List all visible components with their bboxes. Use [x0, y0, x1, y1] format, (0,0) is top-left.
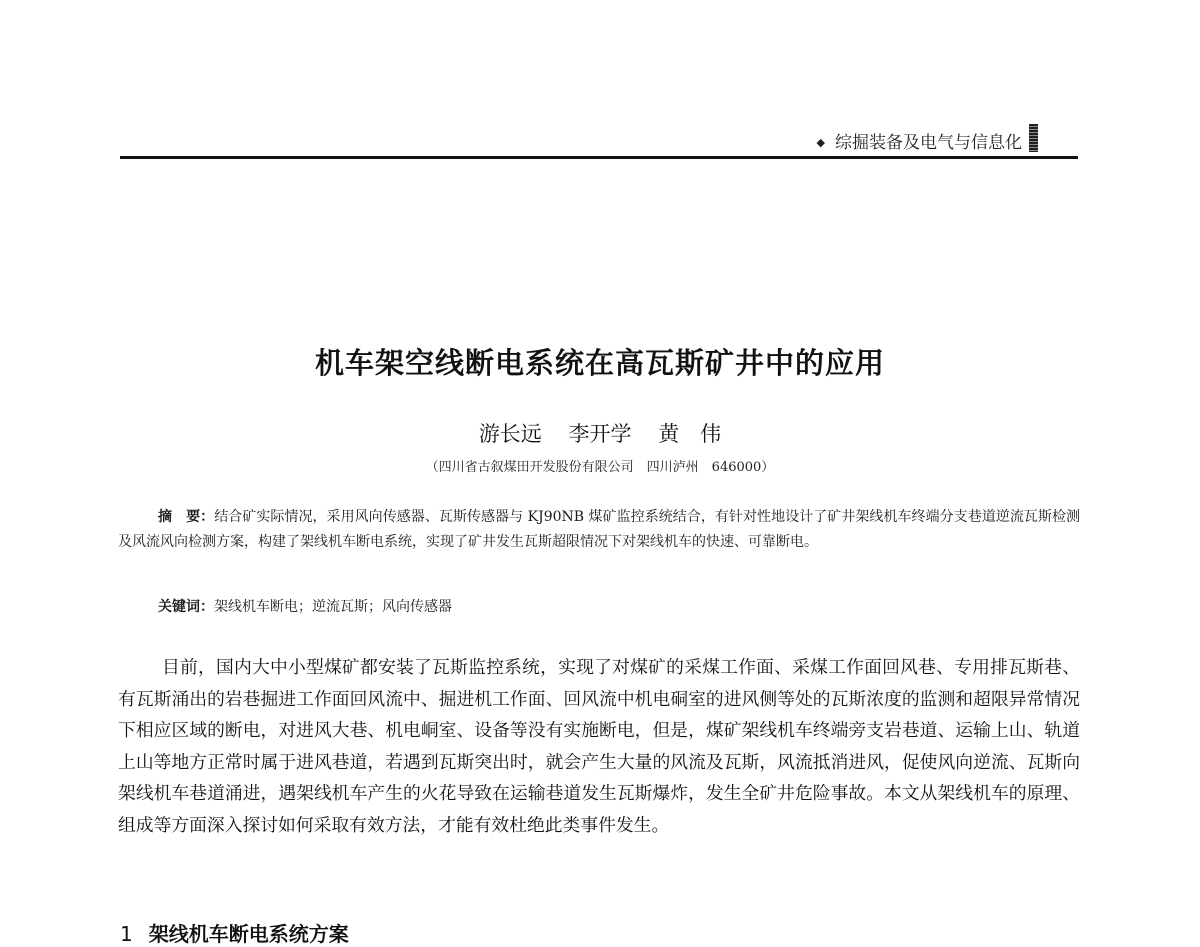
section-number: 1: [120, 922, 133, 946]
author-name: 李开学: [568, 422, 632, 446]
running-header-label: [817, 128, 1022, 153]
keywords: [158, 596, 452, 616]
author-list: [0, 418, 1200, 448]
affiliation: （四川省古叙煤田开发股份有限公司 四川泸州 646000）: [425, 460, 775, 475]
body-paragraph: 目前，国内大中小型煤矿都安装了瓦斯监控系统，实现了对煤矿的采煤工作面、采煤工作面回风巷、专用排瓦斯巷、有瓦斯涌出的岩巷掘进工作面回风流中、掘进机工作面、回风流中机电硐室的进风侧等处的瓦斯浓度的监测和超限异常情况下相应区域的断电，对进风大巷、机电峒室、设备等没有实施断电，但是，煤矿架线机车终端旁支岩巷道、运输上山、轨道上山等地方正常时属于进风巷道，若遇到瓦斯突出时，就会产生大量的风流及瓦斯，风流抵消进风，促使风向逆流、瓦斯向架线机车巷道涌进，遇架线机车产生的火花导致在运输巷道发生瓦斯爆炸，发生全矿井危险事故。本文从架线机车的原理、组成等方面深入探讨如何采取有效方法，才能有效杜绝此类事件发生。: [118, 657, 1080, 836]
section-title: 架线机车断电系统方案: [148, 922, 349, 946]
section-tab-mark-icon: [1029, 124, 1038, 152]
diamond-bullet-icon: ◆: [816, 136, 825, 149]
running-header-text: 综掘装备及电气与信息化: [835, 133, 1022, 153]
running-header: [120, 124, 1078, 160]
section-heading: [120, 918, 349, 947]
author-name: 黄 伟: [658, 422, 722, 446]
abstract-text: 结合矿实际情况，采用风向传感器、瓦斯传感器与 KJ90NB 煤矿监控系统结合，有针对性地设计了矿井架线机车终端分支巷道逆流瓦斯检测及风流风向检测方案，构建了架线机车断电系统，实现了矿井发生瓦斯超限情况下对架线机车的快速、可靠断电。: [118, 509, 1081, 550]
keywords-label: 关键词：: [158, 599, 214, 615]
keywords-text: 架线机车断电；逆流瓦斯；风向传感器: [214, 599, 452, 615]
author-name: 游长远: [478, 422, 542, 446]
header-rule: [120, 156, 1078, 159]
paper-title: 机车架空线断电系统在高瓦斯矿井中的应用: [314, 346, 885, 380]
abstract-label: 摘 要：: [158, 509, 215, 525]
abstract: [118, 505, 1080, 555]
body-text: [118, 652, 1080, 841]
